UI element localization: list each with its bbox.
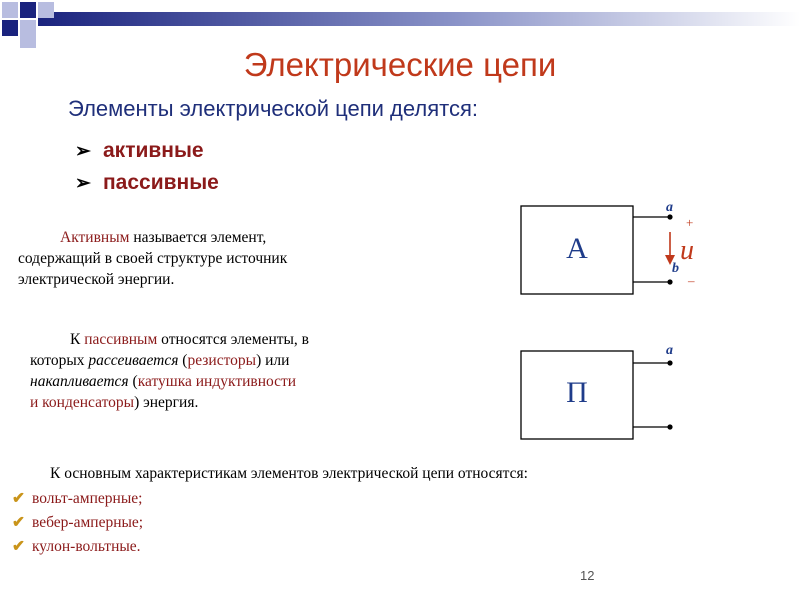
- bullet-label: активные: [103, 139, 204, 162]
- header-decoration: [0, 0, 800, 50]
- passive-emph: рассеивается: [88, 352, 179, 369]
- characteristic-item: [12, 537, 141, 556]
- active-element-diagram: [510, 195, 710, 305]
- characteristics-intro: К основным характеристикам элементов электрической цепи относятся:: [50, 465, 528, 482]
- active-box-label: А: [566, 232, 588, 265]
- terminal-b-dot: [667, 279, 672, 284]
- characteristic-item: [12, 513, 143, 532]
- active-term: Активным: [60, 229, 130, 246]
- passive-text: (: [178, 352, 188, 369]
- terminal-b-label: b: [672, 261, 679, 276]
- active-line1: называется элемент,: [129, 229, 267, 246]
- active-line2: содержащий в своей структуре источник: [18, 250, 288, 267]
- capacitor-term: и конденсаторы: [30, 394, 135, 411]
- bullet-item-passive: [75, 171, 219, 195]
- checkmark-icon: ✔: [12, 538, 25, 555]
- characteristic-label: вольт-амперные;: [32, 490, 143, 507]
- passive-text: К: [70, 331, 85, 348]
- inductor-term: катушка индуктивности: [137, 373, 297, 390]
- passive-text: ) или: [256, 352, 290, 369]
- bullet-item-active: [75, 139, 204, 163]
- bullet-label: пассивные: [103, 171, 219, 194]
- characteristic-label: вебер-амперные;: [32, 514, 144, 531]
- passive-text: относятся элементы, в: [157, 331, 310, 348]
- arrow-bullet-icon: ➢: [75, 141, 91, 162]
- minus-sign: –: [688, 273, 695, 288]
- active-line3: электрической энергии.: [18, 271, 175, 288]
- checkmark-icon: ✔: [12, 514, 25, 531]
- passive-definition: [30, 329, 430, 413]
- page-number: 12: [580, 568, 595, 583]
- slide-title: Электрические цепи: [243, 46, 557, 83]
- passive-box-label: П: [566, 376, 588, 409]
- plus-sign: +: [686, 215, 694, 230]
- terminal-a-dot: [667, 360, 672, 365]
- passive-emph: накапливается: [30, 373, 129, 390]
- active-definition: [18, 227, 418, 290]
- passive-element-diagram: [510, 336, 710, 446]
- checkmark-icon: ✔: [12, 490, 25, 507]
- characteristic-label: кулон-вольтные.: [32, 538, 141, 555]
- terminal-b-dot: [667, 424, 672, 429]
- passive-text: (: [128, 373, 138, 390]
- passive-text: которых: [30, 352, 89, 369]
- resistor-term: резисторы: [187, 352, 257, 369]
- passive-text: ) энергия.: [134, 394, 199, 411]
- slide-subtitle: Элементы электрической цепи делятся:: [68, 96, 479, 121]
- terminal-a-dot: [667, 214, 672, 219]
- voltage-label: u: [680, 235, 694, 266]
- passive-term: пассивным: [84, 331, 158, 348]
- characteristic-item: [12, 489, 142, 508]
- terminal-a-label: a: [666, 200, 673, 215]
- terminal-a-label: a: [666, 343, 673, 358]
- arrow-bullet-icon: ➢: [75, 173, 91, 194]
